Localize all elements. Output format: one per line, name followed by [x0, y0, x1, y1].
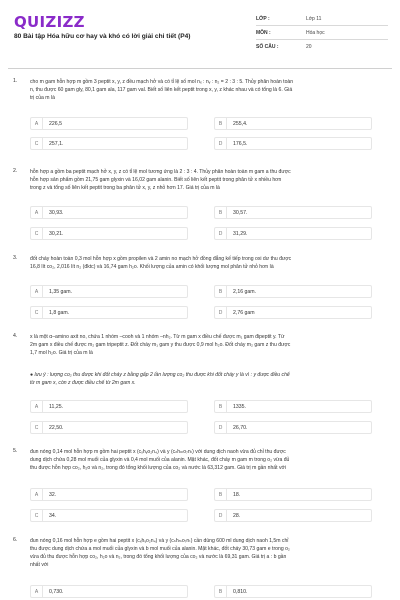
option-letter: A	[31, 118, 43, 129]
question-line: hỗn hợp sản phẩm gồm 21,75 gam glyxin và 16,02 gam alanin. Biết số liên kết peptit trong phân tử x nhiều hơn	[30, 177, 282, 183]
option-a[interactable]	[30, 400, 188, 413]
question-text	[30, 168, 388, 192]
question-line: x là một α–amino axit no, chứa 1 nhóm –cooh và 1 nhóm –nh₂. Từ m gam x điều chế được m₁ gam đipeptit y. Từ	[30, 334, 285, 340]
option-letter: D	[215, 307, 227, 318]
option-letter: B	[215, 401, 227, 412]
question-number: 5.	[13, 448, 18, 454]
question-line: n, thu được 60 gam gly, 80,1 gam ala, 117 gam val. Biết số liên kết peptit trong x, y, z khác nhau và có tổng là 6. Giá	[30, 87, 293, 93]
option-letter: D	[215, 422, 227, 433]
option-a[interactable]	[30, 585, 188, 598]
option-text: 255,4.	[233, 120, 248, 127]
question-number: 3.	[13, 255, 18, 261]
option-b[interactable]	[214, 117, 372, 130]
option-text: 257,1.	[49, 140, 64, 147]
option-a[interactable]	[30, 117, 188, 130]
option-text: 1,8 gam.	[49, 309, 70, 316]
option-text: 30,93.	[49, 209, 64, 216]
note-line: từ m gam x, còn z được điều chế từ 2m gam x.	[30, 380, 136, 386]
worksheet-meta	[256, 12, 388, 54]
option-c[interactable]	[30, 227, 188, 240]
question-line: đốt cháy hoàn toàn 0,3 mol hỗn hợp x gồm propilen và 2 amin no mạch hở đồng đẳng kế tiếp trong oxi dư thu được	[30, 256, 292, 262]
question-line: vừa đủ thu được hỗn hợp co₂, h₂o và n₂, trong đó tổng khối lượng của co₂ và nước là 69,31 gam. Giá trị a : b gần	[30, 554, 287, 560]
option-c[interactable]	[30, 306, 188, 319]
question-line: cho m gam hỗn hợp m gồm 3 peptit x, y, z đều mạch hở và có tỉ lệ số mol nₓ : nᵧ : n₂ = 2 : 3 : 5. Thủy phân hoàn toàn	[30, 79, 294, 85]
question-line: thu được hỗn hợp co₂, h₂o và n₂, trong đó tổng khối lượng của co₂ và nước là 63,312 gam. Giá trị m gần nhất với	[30, 465, 286, 471]
option-c[interactable]	[30, 509, 188, 522]
option-b[interactable]	[214, 285, 372, 298]
question-line: 2m gam x điều chế được m₂ gam tripeptit z. Đốt cháy m₁ gam y thu được 0,9 mol h₂o. Đốt cháy m₂ gam z thu được	[30, 342, 291, 348]
option-text: 11,25.	[49, 403, 64, 410]
option-text: 22,50.	[49, 424, 64, 431]
note-icon: ●	[30, 372, 34, 378]
option-letter: B	[215, 118, 227, 129]
question-line: thu được dung dịch chứa a mol muối của glyxin và b mol muối của alanin. Mặt khác, đốt cháy 30,73 gam e trong o₂	[30, 546, 290, 552]
option-letter: A	[31, 489, 43, 500]
option-letter: C	[31, 138, 43, 149]
meta-value: Lớp 11	[306, 15, 322, 22]
option-letter: C	[31, 510, 43, 521]
option-text: 1,35 gam.	[49, 288, 73, 295]
option-letter: C	[31, 228, 43, 239]
option-text: 30,57.	[233, 209, 248, 216]
option-a[interactable]	[30, 488, 188, 501]
note-line	[30, 371, 388, 379]
option-d[interactable]	[214, 137, 372, 150]
option-d[interactable]	[214, 509, 372, 522]
question-number: 6.	[13, 537, 18, 543]
question-number: 4.	[13, 333, 18, 339]
header-divider	[8, 68, 392, 69]
meta-label: LỚP :	[256, 15, 270, 22]
question-line: nhất với	[30, 562, 49, 568]
option-text: 34.	[49, 512, 57, 519]
option-a[interactable]	[30, 285, 188, 298]
question-text	[30, 255, 388, 271]
option-text: 28.	[233, 512, 241, 519]
option-text: 2,16 gam.	[233, 288, 257, 295]
quizizz-logo: QUIZIZZ	[14, 13, 85, 31]
worksheet-title: 80 Bài tập Hóa hữu cơ hay và khó có lời giải chi tiết (P4)	[14, 33, 191, 40]
meta-label: SỐ CÂU :	[256, 44, 279, 50]
option-letter: A	[31, 207, 43, 218]
question-line: dung dịch chứa 0,28 mol muối của glyxin và 0,4 mol muối của alanin. Mặt khác, đốt cháy m gam m trong o₂ vừa đủ	[30, 457, 290, 463]
option-b[interactable]	[214, 400, 372, 413]
option-letter: B	[215, 207, 227, 218]
meta-label: MÔN :	[256, 29, 271, 36]
question-text	[30, 448, 388, 472]
option-text: 1335.	[233, 403, 246, 410]
option-text: 26,70.	[233, 424, 248, 431]
option-c[interactable]	[30, 137, 188, 150]
question-text	[30, 78, 388, 102]
option-c[interactable]	[30, 421, 188, 434]
option-b[interactable]	[214, 206, 372, 219]
meta-value: 20	[306, 44, 312, 50]
option-b[interactable]	[214, 585, 372, 598]
option-letter: A	[31, 586, 43, 597]
option-letter: C	[31, 307, 43, 318]
option-text: 0,730.	[49, 588, 64, 595]
question-text	[30, 333, 388, 357]
question-text	[30, 537, 388, 569]
option-letter: D	[215, 228, 227, 239]
worksheet-header	[0, 0, 400, 70]
question-line: đun nóng 0,16 mol hỗn hợp e gồm hai peptit x (cₓhᵧo₂n₄) và y (cₙhₘo₇nₜ) cần dùng 600 ml dung dịch naoh 1,5m chỉ	[30, 538, 289, 544]
question-line: trị của m là	[30, 95, 55, 101]
option-letter: D	[215, 138, 227, 149]
option-text: 226,5	[49, 120, 62, 127]
question-note	[30, 371, 388, 387]
option-text: 18.	[233, 491, 241, 498]
option-letter: D	[215, 510, 227, 521]
option-d[interactable]	[214, 421, 372, 434]
option-letter: A	[31, 401, 43, 412]
meta-row-grade	[256, 12, 388, 26]
meta-row-count	[256, 40, 388, 54]
option-text: 32.	[49, 491, 57, 498]
question-number: 1.	[13, 78, 18, 84]
question-line: hỗn hợp a gồm ba peptit mạch hở x, y, z có tỉ lệ mol tương ứng là 2 : 3 : 4. Thủy phân hoàn toàn m gam a thu được	[30, 169, 291, 175]
option-letter: C	[31, 422, 43, 433]
option-text: 176,5.	[233, 140, 248, 147]
question-line: trong z và tổng số liên kết peptit trong ba phân tử x, y, z nhỏ hơn 17. Giá trị của m là	[30, 185, 220, 191]
option-text: 0,810.	[233, 588, 248, 595]
question-line: 16,8 lít co₂, 2,016 lít n₂ (đktc) và 16,74 gam h₂o. Khối lượng của amin có khối lượng mol phân tử nhỏ hơn là	[30, 264, 274, 270]
meta-row-subject	[256, 26, 388, 40]
option-b[interactable]	[214, 488, 372, 501]
note-text: lưu ý : lượng co₂ thu được khi đốt cháy z bằng gấp 2 lần lượng co₂ thu được khi đốt cháy y là vì : y được điều chế	[34, 372, 290, 378]
option-letter: B	[215, 286, 227, 297]
question-line: đun nóng 0,14 mol hỗn hợp m gồm hai peptit x (cₓhᵧo₂n₄) và y (cₙhₘo₇nₜ) với dung dịch naoh vừa đủ chỉ thu được	[30, 449, 286, 455]
option-text: 2,76 gam	[233, 309, 255, 316]
meta-value: Hóa học	[306, 29, 325, 36]
option-letter: B	[215, 489, 227, 500]
option-a[interactable]	[30, 206, 188, 219]
option-d[interactable]	[214, 306, 372, 319]
question-number: 2.	[13, 168, 18, 174]
option-d[interactable]	[214, 227, 372, 240]
option-letter: B	[215, 586, 227, 597]
option-text: 31,29.	[233, 230, 248, 237]
option-letter: A	[31, 286, 43, 297]
question-line: 1,7 mol h₂o. Giá trị của m là	[30, 350, 93, 356]
option-text: 30,21.	[49, 230, 64, 237]
